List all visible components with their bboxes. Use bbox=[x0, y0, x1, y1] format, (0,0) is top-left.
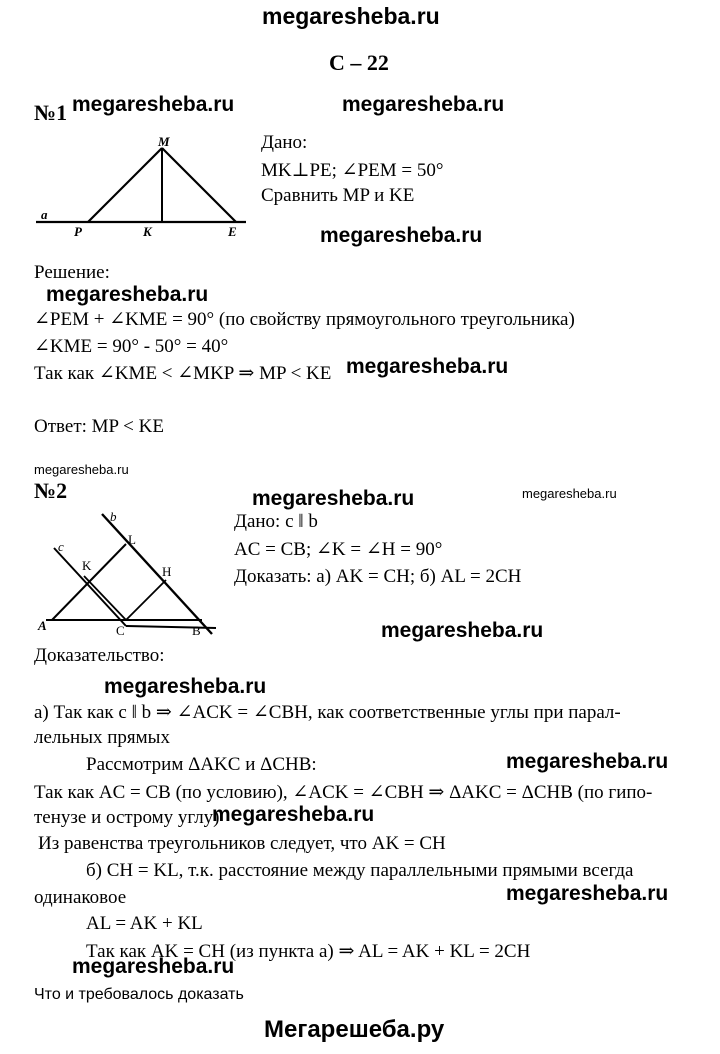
watermark: megaresheba.ru bbox=[212, 803, 375, 826]
base-cb bbox=[126, 626, 216, 628]
watermark: megaresheba.ru bbox=[381, 619, 544, 642]
watermark: megaresheba.ru bbox=[104, 675, 267, 698]
problem-2-number: №2 bbox=[34, 478, 68, 503]
side-mp bbox=[88, 148, 162, 222]
problem-1-number: №1 bbox=[34, 100, 68, 125]
watermark: megaresheba.ru bbox=[506, 750, 669, 773]
label-m: M bbox=[158, 134, 170, 149]
given-line: AC = CB; ∠K = ∠H = 90° bbox=[234, 539, 443, 560]
answer-line: Ответ: MP < KE bbox=[34, 416, 164, 437]
watermark: megaresheba.ru bbox=[342, 93, 505, 116]
proof-line: AL = AK + KL bbox=[86, 913, 203, 934]
site-header: megaresheba.ru bbox=[262, 3, 440, 29]
proof-line: Так как AK = CH (из пункта а) ⇒ AL = AK + KL = 2CH bbox=[86, 941, 531, 962]
watermark: megaresheba.ru bbox=[252, 487, 415, 510]
triangle-mpe-diagram bbox=[30, 132, 260, 242]
label-k: K bbox=[143, 224, 152, 239]
proof-line: Так как AC = CB (по условию), ∠ACK = ∠CBH ⇒ ΔAKC = ΔCHB (по гипо- bbox=[34, 782, 653, 803]
watermark: megaresheba.ru bbox=[46, 283, 209, 306]
proof-line: а) Так как c ‖ b ⇒ ∠ACK = ∠CBH, как соответственные углы при парал- bbox=[34, 702, 621, 723]
watermark: megaresheba.ru bbox=[72, 955, 235, 978]
proof-title: Доказательство: bbox=[34, 645, 165, 666]
line-b bbox=[102, 514, 212, 634]
label-c: C bbox=[116, 623, 125, 638]
solution-title: Решение: bbox=[34, 262, 110, 283]
given-line: Дано: c ‖ b bbox=[234, 511, 318, 532]
label-a2: A bbox=[38, 618, 47, 633]
label-a: a bbox=[41, 207, 48, 222]
conclusion-line: Что и требовалось доказать bbox=[34, 986, 244, 1003]
proof-line: Рассмотрим ΔAKC и ΔCHB: bbox=[86, 754, 317, 775]
segment-ch bbox=[126, 580, 166, 620]
task-line: Доказать: а) AK = CH; б) AL = 2CH bbox=[234, 566, 522, 587]
given-title: Дано: bbox=[261, 132, 308, 153]
proof-line: тенузе и острому углу) bbox=[34, 807, 220, 828]
label-e: E bbox=[228, 224, 237, 239]
side-me bbox=[162, 148, 236, 222]
watermark: megaresheba.ru bbox=[320, 224, 483, 247]
section-title: С – 22 bbox=[329, 50, 389, 75]
watermark: megaresheba.ru bbox=[346, 355, 509, 378]
label-b-line: b bbox=[110, 509, 117, 524]
proof-line: б) CH = KL, т.к. расстояние между параллельными прямыми всегда bbox=[86, 860, 634, 881]
solution-step: Так как ∠KME < ∠MKP ⇒ MP < KE bbox=[34, 363, 332, 384]
watermark: megaresheba.ru bbox=[522, 486, 617, 501]
watermark: megaresheba.ru bbox=[506, 882, 669, 905]
label-k2: K bbox=[82, 558, 92, 573]
watermark: megaresheba.ru bbox=[72, 93, 235, 116]
segment-kc bbox=[84, 576, 126, 620]
given-line: MK⊥PE; ∠PEM = 50° bbox=[261, 160, 444, 181]
proof-line: Из равенства треугольников следует, что AK = CH bbox=[38, 833, 446, 854]
proof-line: одинаковое bbox=[34, 887, 127, 908]
label-c-line: c bbox=[58, 539, 64, 554]
footer-brand: Мегарешеба.ру bbox=[264, 1016, 445, 1043]
task-line: Сравнить MP и KE bbox=[261, 185, 415, 206]
solution-step: ∠PEM + ∠KME = 90° (по свойству прямоугольного треугольника) bbox=[34, 309, 575, 330]
label-p: P bbox=[74, 224, 82, 239]
label-b: B bbox=[192, 623, 201, 638]
proof-line: лельных прямых bbox=[34, 727, 170, 748]
solution-step: ∠KME = 90° - 50° = 40° bbox=[34, 336, 229, 357]
label-l: L bbox=[128, 532, 136, 547]
label-h: H bbox=[162, 564, 172, 579]
watermark: megaresheba.ru bbox=[34, 462, 129, 477]
triangle-abc-diagram bbox=[30, 508, 230, 642]
